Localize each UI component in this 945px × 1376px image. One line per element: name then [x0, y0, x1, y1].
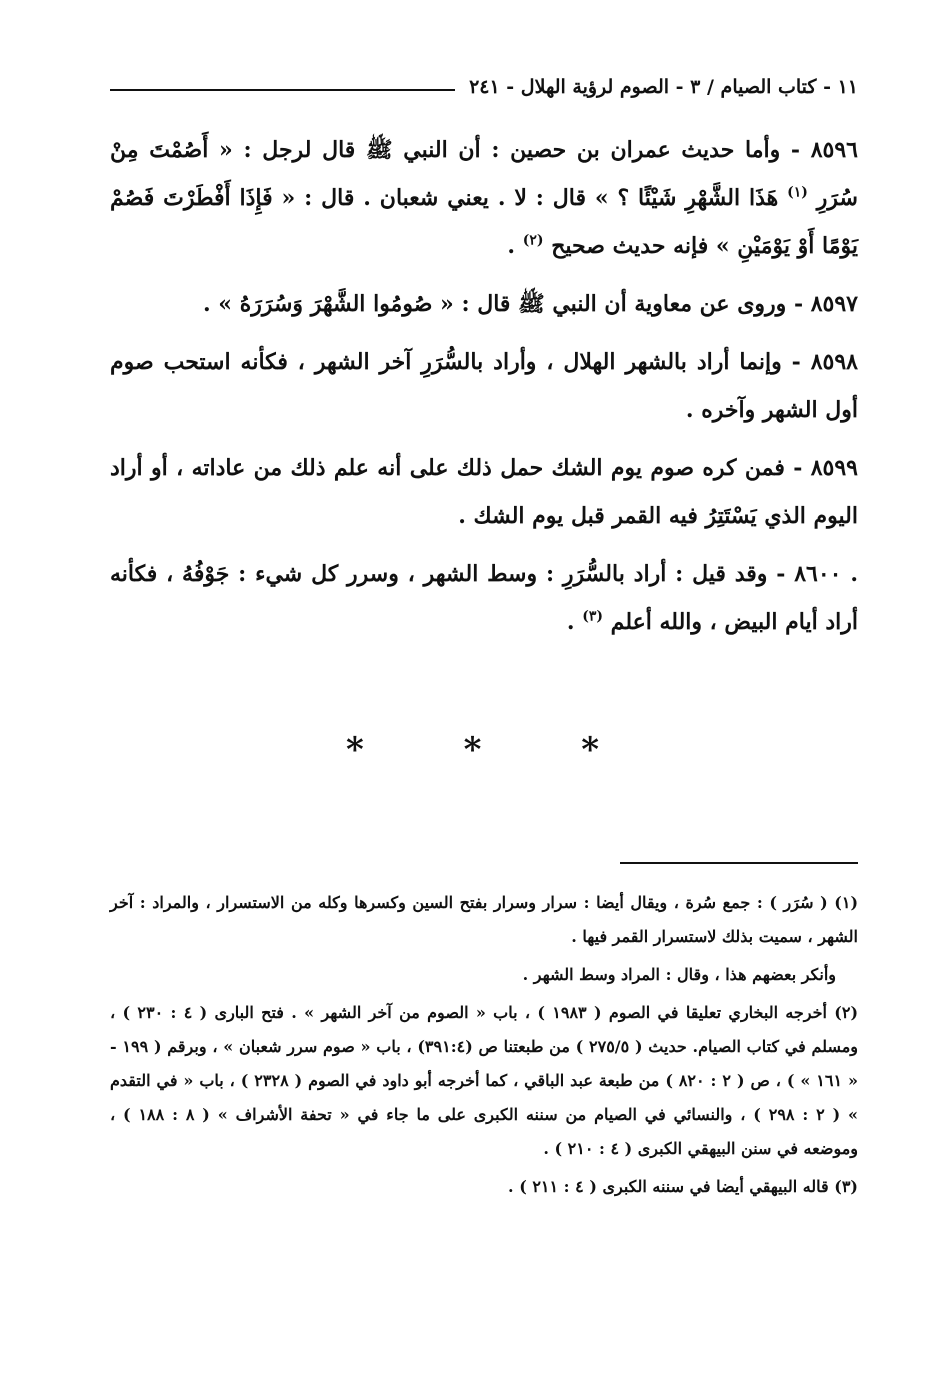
footnote-ref-3: (٣) — [582, 608, 603, 625]
paragraph-ending: . — [507, 233, 516, 259]
running-header — [110, 72, 858, 102]
footnote-3: (٣) قاله البيهقي أيضا في سننه الكبرى ( ٤ : ٢١١ ) . — [508, 1177, 858, 1196]
main-text — [110, 126, 858, 656]
header-rule — [110, 89, 455, 91]
footnote-rule — [620, 862, 858, 864]
paragraph-text: . ٨٦٠٠ - وقد قيل : أراد بالسُّرَرِ : وسط الشهر ، وسرر كل شيء : جَوْفُهُ ، فكأنه أراد أيام البيض ، والله أعلم — [110, 561, 858, 635]
paragraph-8600 — [110, 550, 858, 646]
footnote-2: (٢) أخرجه البخاري تعليقا في الصوم ( ١٩٨٣ ) ، باب « الصوم من آخر الشهر » . فتح البارى ( ٤ : ٢٣٠ ) ، ومسلم في كتاب الصيام. حديث ( ٢٧٥/٥ ) من طبعتنا ص (٣٩١:٤) ، باب « صوم سرر شعبان » ، وبرقم ( ١٩٩ - « ١٦١ » ) ، ص ( ٢ : ٨٢٠ ) من طبعة عبد الباقي ، كما أخرجه أبو داود في الصوم ( ٢٣٢٨ ) ، باب « في التقدم » ( ٢ : ٢٩٨ ) ، والنسائي في الصيام من سننه الكبرى على ما جاء في « تحفة الأشراف » ( ٨ : ١٨٨ ) ، وموضعه في سنن البيهقي الكبرى ( ٤ : ٢١٠ ) . — [110, 1003, 859, 1158]
running-title: ١١ - كتاب الصيام / ٣ - الصوم لرؤية الهلال - ٢٤١ — [469, 76, 858, 98]
paragraph-8597: ٨٥٩٧ - وروى عن معاوية أن النبي ﷺ قال : « صُومُوا الشَّهْرَ وَسُرَرَهُ » . — [202, 291, 858, 317]
paragraph-8599: ٨٥٩٩ - فمن كره صوم يوم الشك حمل ذلك على أنه علم ذلك من عاداته ، أو أراد اليوم الذي يَسْتَتِرُ فيه القمر قبل يوم الشك . — [110, 455, 858, 529]
paragraph-text: ٨٥٩٦ - وأما حديث عمران بن حصين : أن النبي ﷺ قال لرجل : « أَصُمْتَ مِنْ سُرَرِ — [110, 137, 858, 211]
paragraph-text: هَذَا الشَّهْرِ شَيْئًا ؟ » قال : لا . يعني شعبان . قال : « فَإِذَا أَفْطَرْتَ فَصُمْ يَوْمًا أَوْ يَوْمَيْنِ » فإنه حديث صحيح — [110, 185, 858, 259]
footnote-ref-1: (١) — [787, 184, 808, 201]
footnote-ref-2: (٢) — [522, 232, 544, 249]
paragraph-ending: . — [566, 609, 575, 635]
footnotes — [110, 886, 858, 1208]
paragraph-8596 — [110, 126, 858, 270]
footnote-1-continued: وأنكر بعضهم هذا ، وقال : المراد وسط الشهر . — [522, 965, 836, 984]
section-separator: * * * — [345, 730, 643, 770]
paragraph-8598: ٨٥٩٨ - وإنما أراد بالشهر الهلال ، وأراد بالسُّرَرِ آخر الشهر ، فكأنه استحب صوم أول الشهر وآخره . — [110, 349, 858, 423]
footnote-1: (١) ( سُرَر ) : جمع سُرة ، ويقال أيضا : سرار وسرار بفتح السين وكسرها وكله من الاستسرار ، والمراد : آخر الشهر ، سميت بذلك لاستسرار القمر فيها . — [110, 893, 859, 946]
